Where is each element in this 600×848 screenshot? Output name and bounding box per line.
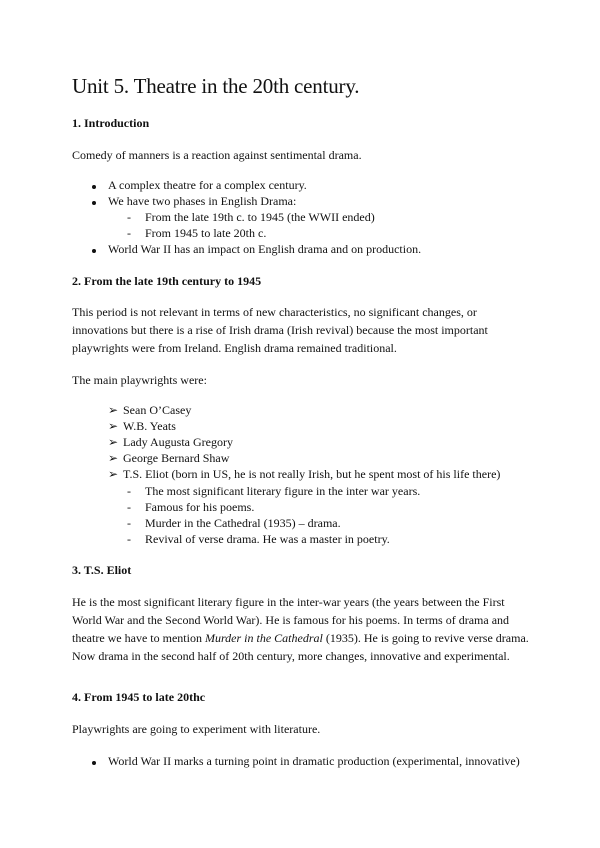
dash-marker: - (127, 210, 131, 224)
eliot-note: Murder in the Cathedral (1935) – drama. (145, 516, 341, 530)
section-2-paragraph: This period is not relevant in terms of new characteristics, no significant changes, or innovations but there is a rise of Irish drama (Irish revival) because the most important playwrights were from Ireland. English drama remained traditional. (72, 305, 488, 355)
dash-marker: - (127, 532, 131, 546)
section-4-paragraph: Playwrights are going to experiment with literature. (72, 722, 321, 736)
section-3-paragraph: He is the most significant literary figure in the inter-war years (the years between the First World War and the Second World War). He is famous for his poems. In terms of drama and theatre we have to mention Murder in the Cathedral (1935). He is going to revive verse drama. Now drama in the second half of 20th century, more changes, innovative and experimental. (72, 595, 529, 663)
playwright-item: W.B. Yeats (123, 419, 176, 433)
list-item: World War II has an impact on English drama and on production. (108, 242, 422, 256)
playwright-item: Sean O’Casey (123, 403, 192, 417)
arrow-bullet-icon: ➢ (108, 467, 119, 481)
italic-play-title: Murder in the Cathedral (204, 631, 323, 645)
playwright-item: Lady Augusta Gregory (123, 435, 233, 449)
sub-list-item: From the late 19th c. to 1945 (the WWII ended) (145, 210, 375, 224)
bullet-icon (92, 185, 96, 189)
section-1-paragraph: Comedy of manners is a reaction against sentimental drama. (72, 148, 362, 162)
section-heading-late-19th-to-1945: 2. From the late 19th century to 1945 (72, 274, 262, 288)
playwright-item: George Bernard Shaw (123, 451, 230, 465)
list-item: We have two phases in English Drama: (108, 194, 297, 208)
section-heading-ts-eliot: 3. T.S. Eliot (72, 563, 132, 577)
eliot-note: The most significant literary figure in the inter war years. (145, 484, 421, 498)
dash-marker: - (127, 516, 131, 530)
page-title: Unit 5. Theatre in the 20th century. (72, 74, 360, 98)
arrow-bullet-icon: ➢ (108, 419, 119, 433)
dash-marker: - (127, 500, 131, 514)
list-item: World War II marks a turning point in dramatic production (experimental, innovative) (108, 754, 520, 768)
arrow-bullet-icon: ➢ (108, 435, 119, 449)
dash-marker: - (127, 484, 131, 498)
list-item: A complex theatre for a complex century. (108, 178, 307, 192)
bullet-icon (92, 249, 96, 253)
section-heading-1945-to-late-20thc: 4. From 1945 to late 20thc (72, 690, 206, 704)
arrow-bullet-icon: ➢ (108, 403, 119, 417)
playwrights-intro: The main playwrights were: (72, 373, 207, 387)
playwright-item: T.S. Eliot (born in US, he is not really Irish, but he spent most of his life there) (123, 467, 501, 481)
sub-list-item: From 1945 to late 20th c. (145, 226, 267, 240)
eliot-note: Revival of verse drama. He was a master in poetry. (145, 532, 390, 546)
dash-marker: - (127, 226, 131, 240)
section-heading-introduction: 1. Introduction (72, 116, 150, 130)
arrow-bullet-icon: ➢ (108, 451, 119, 465)
bullet-icon (92, 201, 96, 205)
bullet-icon (92, 761, 96, 765)
eliot-note: Famous for his poems. (145, 500, 255, 514)
